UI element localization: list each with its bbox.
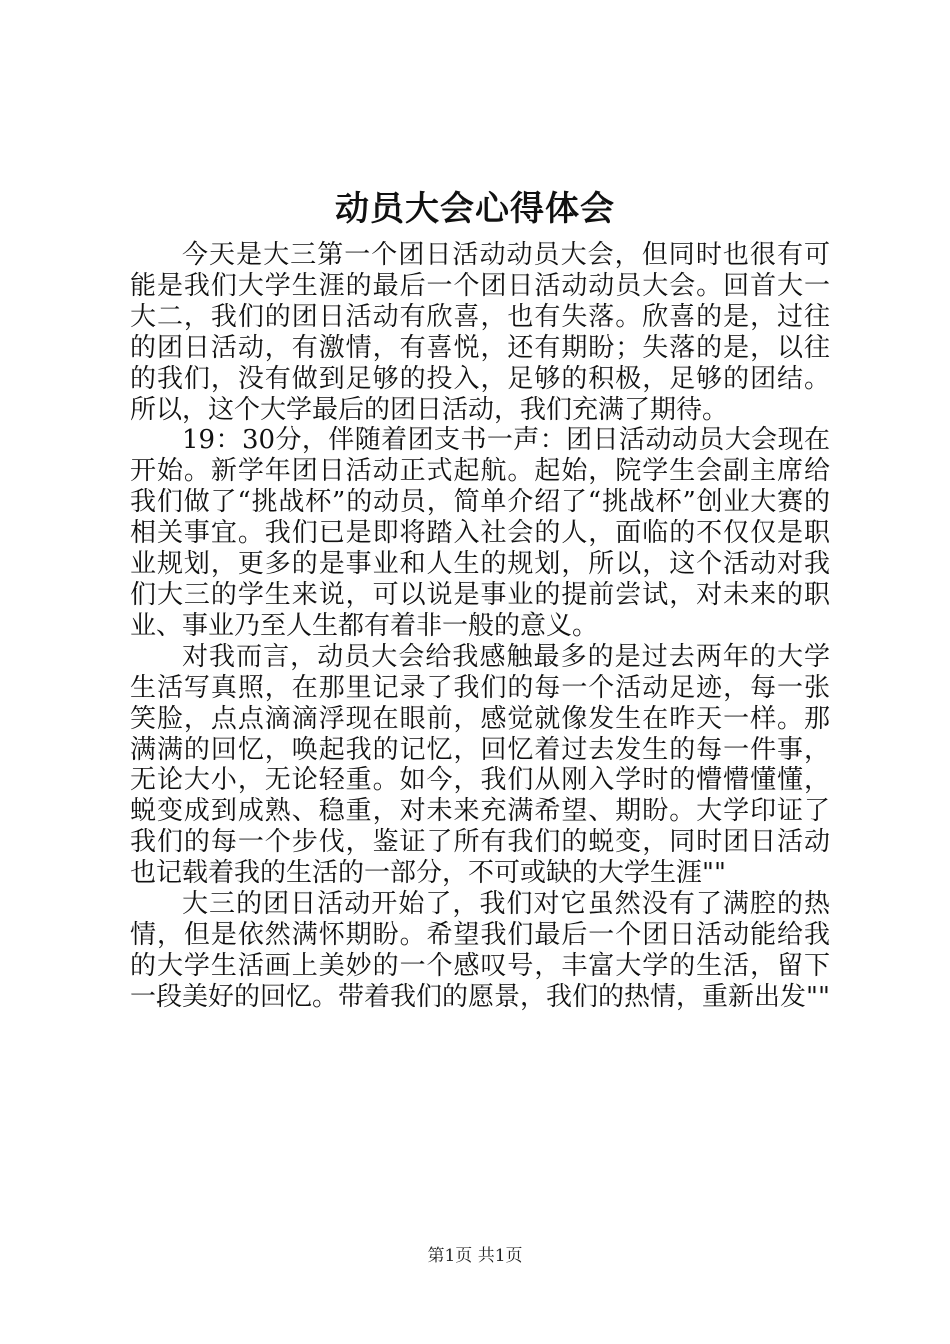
document-body [130,240,830,1013]
paragraph-1: 今天是大三第一个团日活动动员大会，但同时也很有可能是我们大学生涯的最后一个团日活动动员大会。回首大一大二，我们的团日活动有欣喜，也有失落。欣喜的是，过往的团日活动，有激情，有喜悦，还有期盼；失落的是，以往的我们，没有做到足够的投入，足够的积极，足够的团结。所以，这个大学最后的团日活动，我们充满了期待。 [130,240,830,425]
paragraph-2: 19：30分，伴随着团支书一声：团日活动动员大会现在开始。新学年团日活动正式起航。起始，院学生会副主席给我们做了“挑战杯”的动员，简单介绍了“挑战杯”创业大赛的相关事宜。我们已是即将踏入社会的人，面临的不仅仅是职业规划，更多的是事业和人生的规划，所以，这个活动对我们大三的学生来说，可以说是事业的提前尝试，对未来的职业、事业乃至人生都有着非一般的意义。 [130,425,830,641]
document-title: 动员大会心得体会 [335,189,615,229]
paragraph-4: 大三的团日活动开始了，我们对它虽然没有了满腔的热情，但是依然满怀期盼。希望我们最后一个团日活动能给我的大学生活画上美妙的一个感叹号，丰富大学的生活，留下一段美好的回忆。带着我们的愿景，我们的热情，重新出发"" [130,889,830,1012]
page-number-footer: 第1页 共1页 [427,1246,523,1266]
paragraph-3: 对我而言，动员大会给我感触最多的是过去两年的大学生活写真照，在那里记录了我们的每一个活动足迹，每一张笑脸，点点滴滴浮现在眼前，感觉就像发生在昨天一样。那满满的回忆，唤起我的记忆，回忆着过去发生的每一件事，无论大小，无论轻重。如今，我们从刚入学时的懵懵懂懂，蜕变成到成熟、稳重，对未来充满希望、期盼。大学印证了我们的每一个步伐，鉴证了所有我们的蜕变，同时团日活动也记载着我的生活的一部分，不可或缺的大学生涯"" [130,641,830,889]
